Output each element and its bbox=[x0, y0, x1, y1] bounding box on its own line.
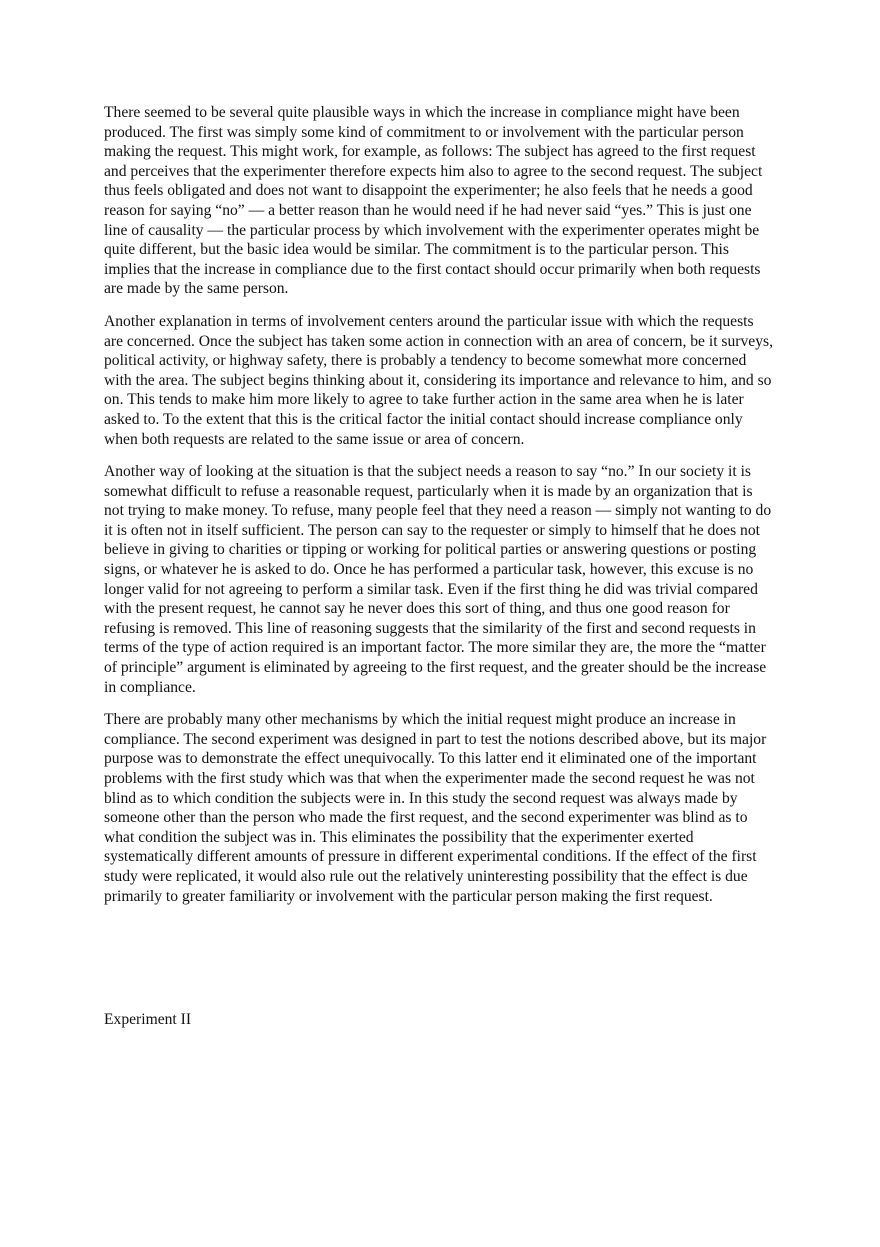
document-body bbox=[104, 103, 774, 919]
paragraph-1: There seemed to be several quite plausible ways in which the increase in compliance might have been produced. The first was simply some kind of commitment to or involvement with the particular person making the request. This might work, for example, as follows: The subject has agreed to the first request and perceives that the experimenter therefore expects him also to agree to the second request. The subject thus feels obligated and does not want to disappoint the experimenter; he also feels that he needs a good reason for saying “no” — a better reason than he would need if he had never said “yes.” This is just one line of causality — the particular process by which involvement with the experimenter operates might be quite different, but the basic idea would be similar. The commitment is to the particular person. This implies that the increase in compliance due to the first contact should occur primarily when both requests are made by the same person. bbox=[104, 104, 763, 298]
paragraph-4: There are probably many other mechanisms by which the initial request might produce an increase in compliance. The second experiment was designed in part to test the notions described above, but its major purpose was to demonstrate the effect unequivocally. To this latter end it eliminated one of the important problems with the first study which was that when the experimenter made the second request he was not blind as to which condition the subjects were in. In this study the second request was always made by someone other than the person who made the first request, and the second experimenter was blind as to what condition the subject was in. This eliminates the possibility that the experimenter exerted systematically different amounts of pressure in different experimental conditions. If the effect of the first study were replicated, it would also rule out the relatively uninteresting possibility that the effect is due primarily to greater familiarity or involvement with the particular person making the first request. bbox=[104, 711, 767, 905]
paragraph-2: Another explanation in terms of involvement centers around the particular issue with which the requests are concerned. Once the subject has taken some action in connection with an area of concern, be it surveys, political activity, or highway safety, there is probably a tendency to become somewhat more concerned with the area. The subject begins thinking about it, considering its importance and relevance to him, and so on. This tends to make him more likely to agree to take further action in the same area when he is later asked to. To the extent that this is the critical factor the initial contact should increase compliance only when both requests are related to the same issue or area of concern. bbox=[104, 312, 773, 448]
paragraph-3: Another way of looking at the situation is that the subject needs a reason to say “no.” In our society it is somewhat difficult to refuse a reasonable request, particularly when it is made by an organization that is not trying to make money. To refuse, many people feel that they need a reason — simply not wanting to do it is often not in itself sufficient. The person can say to the requester or simply to himself that he does not believe in giving to charities or tipping or working for political parties or answering questions or posting signs, or whatever he is asked to do. Once he has performed a particular task, however, this excuse is no longer valid for not agreeing to perform a similar task. Even if the first thing he did was trivial compared with the present request, he cannot say he never does this sort of thing, and thus one good reason for refusing is removed. This line of reasoning suggests that the similarity of the first and second requests in terms of the type of action required is an important factor. The more similar they are, the more the “matter of principle” argument is eliminated by agreeing to the first request, and the greater should be the increase in compliance. bbox=[104, 463, 772, 696]
section-heading: Experiment II bbox=[104, 1011, 192, 1028]
